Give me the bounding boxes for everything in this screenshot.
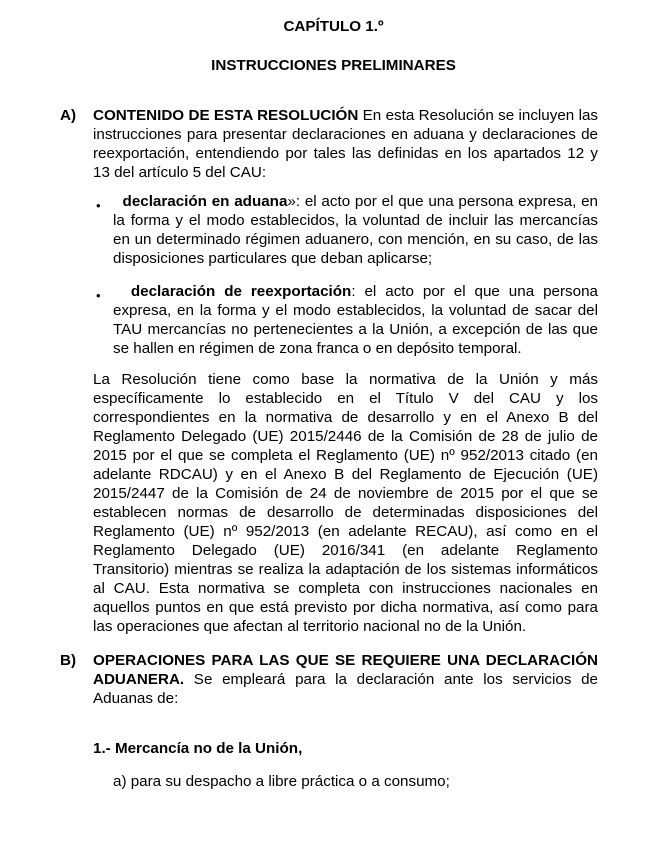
section-b-intro bbox=[93, 651, 598, 708]
section-a-label: A) bbox=[60, 107, 77, 124]
section-a-paragraph: La Resolución tiene como base la normativa de la Unión y más específicamente lo establecido en el Título V del CAU y los correspondientes en la normativa de desarrollo y en el Anexo B del Reglamento Delegado (UE) 2015/2446 de la Comisión de 28 de julio de 2015 por el que se completa el Reglamento (UE) nº 952/2013 citado (en adelante RDCAU) y en el Anexo B del Reglamento de Ejecución (UE) 2015/2447 de la Comisión de 24 de noviembre de 2015 por el que se establecen normas de desarrollo de determinadas disposiciones del Reglamento (UE) nº 952/2013 (en adelante RECAU), así como en el Reglamento Delegado (UE) 2016/341 (en adelante Reglamento Transitorio) mientras se realiza la adaptación de los sistemas informáticos al CAU. Esta normativa se completa con instrucciones nacionales en aquellos puntos en que está previsto por dicha normativa, así como para las operaciones que afectan al territorio nacional no de la Unión. bbox=[93, 371, 598, 635]
section-b-label: B) bbox=[60, 652, 77, 669]
section-a-intro bbox=[93, 106, 598, 182]
bullet-icon: • bbox=[96, 288, 101, 303]
section-a-heading: CONTENIDO DE ESTA RESOLUCIÓN bbox=[93, 107, 359, 124]
bullet-text: »: el acto por el que una persona expresa, en la forma y el modo establecidos, la voluntad de incluir las mercancías en un determinado régimen aduanero, con mención, en su caso, de las disposiciones particulares que deban aplicarse; bbox=[113, 193, 598, 267]
section-b-heading: OPERACIONES PARA LAS QUE SE REQUIERE UNA DECLARACIÓN ADUANERA. bbox=[93, 652, 598, 688]
bullet-text: : el acto por el que una persona expresa, en la forma y el modo establecidos, la voluntad de sacar del TAU mercancías no pertenecientes a la Unión, a excepción de las que se hallen en régimen de zona franca o en depósito temporal. bbox=[113, 283, 598, 357]
bullet-item-declaracion-aduana bbox=[113, 192, 598, 268]
list-item: a) para su despacho a libre práctica o a consumo; bbox=[113, 773, 450, 790]
bullet-term: declaración de reexportación bbox=[130, 283, 352, 300]
section-a-intro-text: En esta Resolución se incluyen las instrucciones para presentar declaraciones en aduana y declaraciones de reexportación, entendiendo por tales las definidas en los apartados 12 y 13 del artículo 5 del CAU: bbox=[93, 107, 598, 181]
bullet-term: declaración en aduana bbox=[122, 193, 288, 210]
subsection-heading: 1.- Mercancía no de la Unión, bbox=[93, 740, 303, 757]
section-subtitle: INSTRUCCIONES PRELIMINARES bbox=[211, 57, 456, 74]
section-b-intro-text: Se empleará para la declaración ante los servicios de Aduanas de: bbox=[93, 671, 598, 707]
bullet-item-declaracion-reexportacion bbox=[113, 282, 598, 358]
bullet-icon: • bbox=[96, 198, 101, 213]
chapter-title: CAPÍTULO 1.º bbox=[283, 18, 384, 35]
